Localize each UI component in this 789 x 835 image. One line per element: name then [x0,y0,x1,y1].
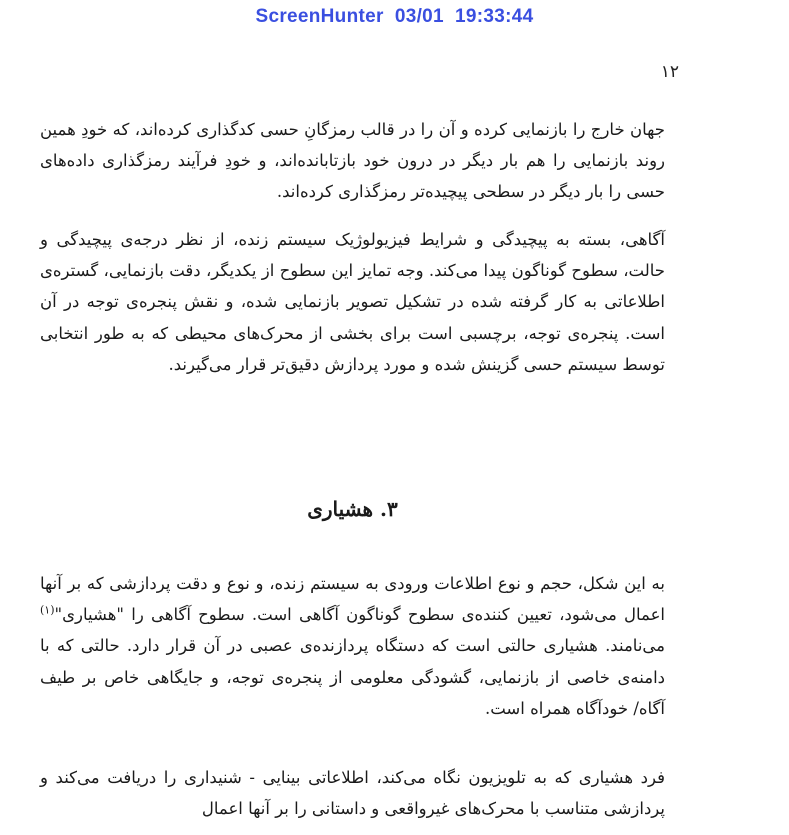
paragraph-consciousness-part2: می‌نامند. هشیاری حالتی است که دستگاه پردازنده‌ی عصبی در آن قرار دارد. حالتی که با دامنه‌ی خاصی از بازنمایی، گشودگی معلومی از پنجره‌ی توجه، و جایگاهی خاص بر طیف آگاه/ خودآگاه همراه است. [40,636,665,718]
screenhunter-watermark: ScreenHunter 03/01 19:33:44 [255,6,534,27]
paragraph-consciousness-part1: به این شکل، حجم و نوع اطلاعات ورودی به سیستم زنده، و نوع و دقت پردازشی که بر آنها اعمال می‌شود، تعیین کننده‌ی سطوح گوناگون آگاهی است. سطوح آگاهی را "هشیاری" [40,574,665,625]
paragraph-consciousness [40,568,665,724]
page-number: ۱۲ [660,62,679,82]
section-heading: ۳. هشیاری [307,497,398,521]
footnote-mark: (۱) [40,603,55,617]
paragraph-television: فرد هشیاری که به تلویزیون نگاه می‌کند، اطلاعاتی بینایی - شنیداری را دریافت می‌کند و پردازشی متناسب با محرک‌های غیرواقعی و داستانی را بر آنها اعمال [40,768,665,819]
paragraph-awareness: آگاهی، بسته به پیچیدگی و شرایط فیزیولوژیک سیستم زنده، از نظر درجه‌ی پیچیدگی و حالت، سطوح گوناگون پیدا می‌کند. وجه تمایز این سطوح از یکدیگر، دقت بازنمایی، گستره‌ی اطلاعاتی به کار گرفته شده در تشکیل تصویر بازنمایی شده، و نقش پنجره‌ی توجه در آن است. پنجره‌ی توجه، برچسبی است برای بخشی از محرک‌های محیطی که به طور انتخابی توسط سیستم حسی گزینش شده و مورد پردازش دقیق‌تر قرار می‌گیرند. [40,230,665,374]
paragraph-intro: جهان خارج را بازنمایی کرده و آن را در قالب رمزگانِ حسی کدگذاری کرده‌اند، که خودِ همین روند بازنمایی را هم بار دیگر در درون خود بازتابانده‌اند، و خودِ فرآیند رمزگذاری داده‌های حسی را بار دیگر در سطحی پیچیده‌تر رمزگذاری کرده‌اند. [40,120,665,202]
